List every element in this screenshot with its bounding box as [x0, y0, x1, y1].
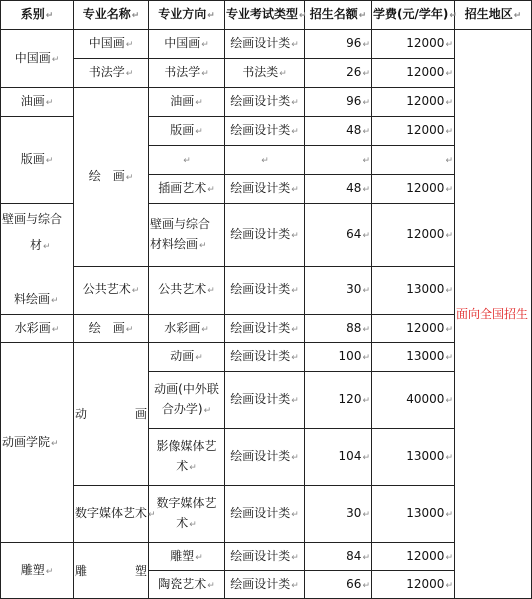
- exam-type-cell: 绘画设计类↵: [225, 315, 305, 343]
- exam-type-cell: 绘画设计类↵: [225, 30, 305, 59]
- tuition-cell: 12000↵: [372, 117, 455, 146]
- quota-cell: 48↵: [305, 175, 372, 204]
- tuition-cell: 13000↵: [372, 486, 455, 543]
- dept-bihua: 壁画与综合 材↵ 料绘画↵: [1, 204, 74, 315]
- region-cell: [455, 30, 532, 599]
- exam-type-cell: 绘画设计类↵: [225, 175, 305, 204]
- quota-cell: 100↵: [305, 343, 372, 372]
- tuition-cell: 12000↵: [372, 175, 455, 204]
- quota-cell: 30↵: [305, 266, 372, 314]
- tuition-cell: 12000↵: [372, 59, 455, 88]
- exam-type-cell: 绘画设计类↵: [225, 204, 305, 267]
- dept-youhua: 油画↵: [1, 88, 74, 117]
- dept-banhua: 版画↵: [1, 117, 74, 204]
- tuition-cell: 12000↵: [372, 315, 455, 343]
- dept-shuicaihua: 水彩画↵: [1, 315, 74, 343]
- quota-cell: 84↵: [305, 543, 372, 571]
- tuition-cell: 13000↵: [372, 429, 455, 486]
- direction-cell: 中国画↵: [149, 30, 225, 59]
- dept-diaosu: 雕塑↵: [1, 543, 74, 599]
- dept-zhongguohua: 中国画↵: [1, 30, 74, 88]
- tuition-cell: 12000↵: [372, 571, 455, 599]
- tuition-cell: 13000↵: [372, 266, 455, 314]
- table-row: [1, 30, 532, 59]
- major-shufaxue: 书法学↵: [74, 59, 149, 88]
- header-direction: 专业方向↵: [149, 1, 225, 30]
- quota-cell: 26↵: [305, 59, 372, 88]
- table-row: [1, 88, 532, 117]
- major-shuzi: 数字媒体艺术↵: [74, 486, 149, 543]
- direction-cell: 雕塑↵: [149, 543, 225, 571]
- tuition-cell: 12000↵: [372, 30, 455, 59]
- quota-cell: 64↵: [305, 204, 372, 267]
- direction-cell: 水彩画↵: [149, 315, 225, 343]
- exam-type-cell: 绘画设计类↵: [225, 88, 305, 117]
- major-diaosu: 雕 塑: [74, 543, 149, 599]
- quota-cell: 104↵: [305, 429, 372, 486]
- dept-donghua: 动画学院↵: [1, 343, 74, 543]
- tuition-cell: ↵: [372, 146, 455, 175]
- exam-type-cell: 绘画设计类↵: [225, 429, 305, 486]
- exam-type-cell: ↵: [225, 146, 305, 175]
- exam-type-cell: 绘画设计类↵: [225, 486, 305, 543]
- table-row: [1, 343, 532, 372]
- direction-cell: ↵: [149, 146, 225, 175]
- quota-cell: 88↵: [305, 315, 372, 343]
- table-row: [1, 315, 532, 343]
- quota-cell: ↵: [305, 146, 372, 175]
- major-huihua: 绘 画↵: [74, 88, 149, 267]
- header-quota: 招生名额↵: [305, 1, 372, 30]
- exam-type-cell: 绘画设计类↵: [225, 372, 305, 429]
- direction-cell: 数字媒体艺 术↵: [149, 486, 225, 543]
- exam-type-cell: 绘画设计类↵: [225, 343, 305, 372]
- direction-cell: 动画(中外联 合办学)↵: [149, 372, 225, 429]
- exam-type-cell: 绘画设计类↵: [225, 571, 305, 599]
- major-donghua: 动 画: [74, 343, 149, 486]
- quota-cell: 66↵: [305, 571, 372, 599]
- major-zhongguohua: 中国画↵: [74, 30, 149, 59]
- header-department: 系别↵: [1, 1, 74, 30]
- direction-cell: 壁画与综合 材料绘画↵: [149, 204, 225, 267]
- quota-cell: 120↵: [305, 372, 372, 429]
- direction-cell: 插画艺术↵: [149, 175, 225, 204]
- quota-cell: 96↵: [305, 88, 372, 117]
- exam-type-cell: 书法类↵: [225, 59, 305, 88]
- region-text: 面向全国招生: [456, 307, 529, 321]
- direction-cell: 版画↵: [149, 117, 225, 146]
- table-row: [1, 266, 532, 314]
- quota-cell: 30↵: [305, 486, 372, 543]
- tuition-cell: 40000↵: [372, 372, 455, 429]
- tuition-cell: 12000↵: [372, 204, 455, 267]
- table-row: [1, 59, 532, 88]
- direction-cell: 影像媒体艺 术↵: [149, 429, 225, 486]
- direction-cell: 陶瓷艺术↵: [149, 571, 225, 599]
- direction-cell: 书法学↵: [149, 59, 225, 88]
- table-row: [1, 486, 532, 543]
- direction-cell: 动画↵: [149, 343, 225, 372]
- exam-type-cell: 绘画设计类↵: [225, 266, 305, 314]
- direction-cell: 油画↵: [149, 88, 225, 117]
- quota-cell: 96↵: [305, 30, 372, 59]
- header-region: 招生地区↵: [455, 1, 532, 30]
- header-tuition: 学费(元/学年)↵: [372, 1, 455, 30]
- header-row: [1, 1, 532, 30]
- major-huihua-2: 绘 画↵: [74, 315, 149, 343]
- header-exam-type: 专业考试类型↵: [225, 1, 305, 30]
- table-row: [1, 543, 532, 571]
- tuition-cell: 12000↵: [372, 543, 455, 571]
- major-gonggong: 公共艺术↵: [74, 266, 149, 314]
- exam-type-cell: 绘画设计类↵: [225, 117, 305, 146]
- quota-cell: 48↵: [305, 117, 372, 146]
- direction-cell: 公共艺术↵: [149, 266, 225, 314]
- header-major: 专业名称↵: [74, 1, 149, 30]
- exam-type-cell: 绘画设计类↵: [225, 543, 305, 571]
- tuition-cell: 13000↵: [372, 343, 455, 372]
- tuition-cell: 12000↵: [372, 88, 455, 117]
